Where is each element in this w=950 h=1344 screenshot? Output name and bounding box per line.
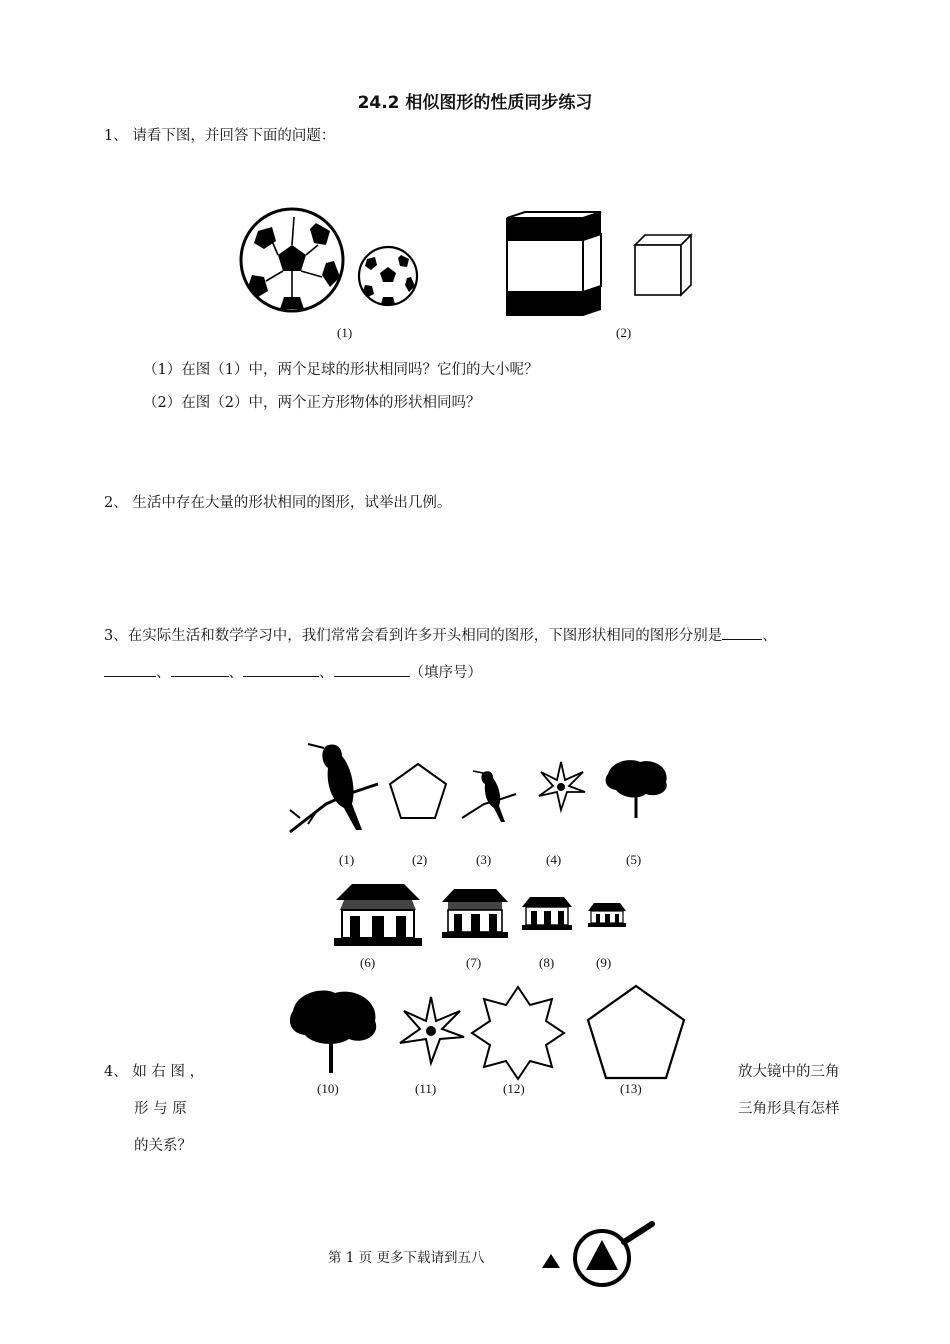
figure-label-3: (3) [476,852,492,867]
page-footer: 第 1 页 更多下载请到五八 [328,1250,485,1266]
question-3-line-1 [104,624,777,645]
figure-label-10: (10) [317,1081,339,1096]
figure-label-7: (7) [466,955,482,970]
bird-large-icon [286,738,382,834]
building-medium-icon [440,886,510,940]
answer-blank[interactable] [243,662,319,677]
question-4-left-2: 形 与 原 [134,1101,187,1117]
cube-small-icon [633,233,695,299]
page-title: 24.2 相似图形的性质同步练习 [357,93,593,113]
figure-label-9: (9) [596,955,612,970]
separator: 、 [762,628,777,644]
figure-label-6: (6) [360,955,376,970]
tree-large-icon [285,983,383,1075]
question-4-right-1: 放大镜中的三角 [738,1064,840,1080]
building-small-icon [520,895,574,937]
question-3-line-2 [104,661,482,682]
question-4-right-2: 三角形具有怎样 [738,1101,840,1117]
answer-blank[interactable] [171,662,229,677]
figure-label-11: (11) [415,1081,437,1096]
magnifier-triangle-icon [570,1222,654,1290]
question-3-text: 3、在实际生活和数学学习中，我们常常会看到许多开头相同的图形，下图形状相同的图形分别是 [104,628,723,644]
figure-label-12: (12) [503,1081,525,1096]
question-1-sub-1: （1）在图（1）中，两个足球的形状相同吗？它们的大小呢？ [143,362,539,378]
tree-small-icon [602,754,672,820]
eight-point-star-icon [470,985,566,1081]
small-triangle-icon [540,1252,562,1270]
pentagon-small-icon [386,760,450,822]
figure-label-2: (2) [616,325,632,340]
figure-label-13: (13) [620,1081,642,1096]
star-small-icon [535,760,587,812]
building-large-icon [332,880,424,948]
separator: 、 [228,665,243,681]
separator: 、 [319,665,334,681]
striped-cube-large-icon [505,210,605,320]
answer-blank[interactable] [722,625,762,640]
question-4-left-3: 的关系？ [134,1138,192,1154]
question-4-left-1: 4、 如 右 图 ， [104,1064,205,1080]
bird-small-icon [460,768,518,824]
figure-label-8: (8) [539,955,555,970]
building-tiny-icon [586,901,628,931]
figure-label-1: (1) [337,325,353,340]
figure-label-5: (5) [626,852,642,867]
soccer-ball-small-icon [357,245,423,309]
figure-label-2: (2) [412,852,428,867]
fill-note: （填序号） [409,665,482,681]
pentagon-large-icon [584,982,688,1082]
star-large-icon [396,995,466,1065]
figure-label-4: (4) [546,852,562,867]
answer-blank[interactable] [334,662,410,677]
question-1-stem: 1、 请看下图，并回答下面的问题： [104,128,336,144]
figure-label-1: (1) [339,852,355,867]
soccer-ball-large-icon [238,205,353,320]
separator: 、 [156,665,171,681]
answer-blank[interactable] [104,662,156,677]
question-1-sub-2: （2）在图（2）中，两个正方形物体的形状相同吗？ [143,395,481,411]
question-2-stem: 2、 生活中存在大量的形状相同的图形，试举出几例。 [104,495,452,511]
